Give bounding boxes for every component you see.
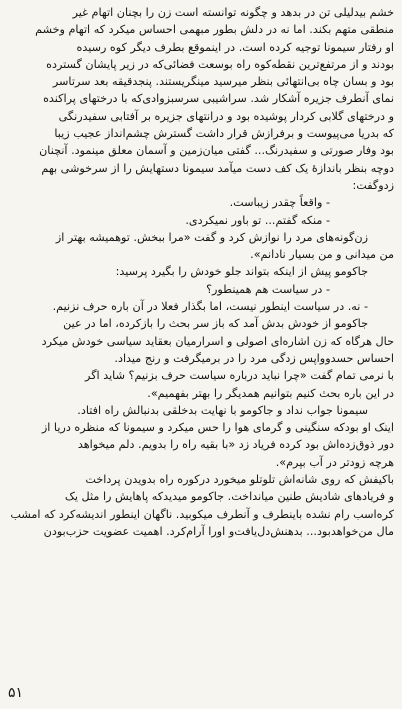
text-line: من میدانی و من بسیار نادانم». [250, 248, 394, 262]
text-line: کره‌اسب رام نشده باینطرف و آنطرف میکوبید. ناگهان اینطور اندیشه‌کرد که امشب [10, 507, 394, 521]
text-line: اینک او بودکه سنگینی و گرمای هوا را حس میکرد و سیمونا که منظره دریا از [41, 421, 394, 435]
dialogue-line: - نه. در سیاست اینطور نیست، اما بگذار فعلا در آن باره حرف نزنیم. [52, 300, 368, 314]
dialogue-line: - در سیاست هم همینطور؟ [206, 282, 330, 296]
text-line: احساس حسدوواپس زدگی مرد را در برمیگرفت و رنج میداد. [114, 351, 394, 365]
text-line: زدوگفت: [352, 178, 394, 192]
text-line: بودند و از مرتفع‌ترین نقطه‌کوه راه بوسعت فضائی‌که در زیر پایشان گسترده [46, 57, 394, 71]
text-line: و فریادهای شادیش طنین میانداخت. جاکومو میدیدکه پاهایش را مثل یک [64, 490, 394, 504]
text-line: که بدریا می‌پیوست و برفرازش قرار داشت گسترش چشم‌انداز عجیب زیبا [54, 127, 394, 141]
text-line: او رفتار سیمونا توجیه کرده است. در اینموقع بطرف دیگر کوه رسیده [76, 40, 394, 54]
text-line: جاکومو پیش از اینکه بتواند جلو خودش را بگیرد پرسید: [115, 265, 368, 279]
text-line: خشم بیدلیلی تن در بدهد و چگونه توانسته است زن را بچنان اتهام غیر [72, 6, 394, 19]
dialogue-line: - منکه گفتم... تو باور نمیکردی. [185, 213, 330, 227]
text-line: هرچه زودتر در آب بپرم». [275, 455, 394, 469]
page-number: ۵۱ [8, 685, 24, 701]
text-line: نمای آنطرف جزیره آشکار شد. سراشیبی سرسبزوادی‌که با درختهای پراکنده [43, 92, 394, 106]
text-line: با نرمی تمام گفت «چرا نباید درباره سیاست حرف بزنیم؟ شاید اگر [85, 369, 394, 383]
text-line: منطقی متهم بکند. اما نه در دلش بطور مبهمی احساس میکرد که اتهام وخشم [35, 23, 394, 37]
dialogue-line: - واقعاً چقدر زیباست. [229, 196, 330, 210]
text-line: زن‌گونه‌های مرد را نوازش کرد و گفت «مرا ببخش. توهمیشه بهتر از [55, 230, 368, 244]
text-line: جاکومو از خودش بدش آمد که باز سر بحث را بازکرده، اما در عین [63, 317, 368, 331]
text-line: بود و بسان چاه بی‌انتهائی بنظر میرسید مینگریستند. پنجدقیقه بعد سرتاسر [52, 75, 394, 89]
text-line: در این باره بحث کنیم بتوانیم همدیگر را بهتر بفهمیم». [147, 386, 394, 400]
text-line: و درختهای گلابی کردار پوشیده بود و درانتهای جزیره بر آفتابی سفیدرنگی [58, 109, 394, 123]
text-line: دوچه بنظر باندازهٔ یک کف دست میآمد سیمونا دستهایش را از سرخوشی بهم [41, 161, 394, 175]
text-line: سیمونا جواب نداد و جاکومو با نهایت بدخلقی بدنبالش راه افتاد. [77, 403, 368, 417]
text-line: باکیفش که روی شانه‌اش تلوتلو میخورد درکوره راه بدویدن پرداخت [85, 473, 394, 487]
text-line: دور ذوق‌زده‌اش بود کرده فریاد زد «با بقیه راه را بدویم. دلم میخواهد [77, 438, 394, 452]
text-line: حال هرگاه که زن اشاره‌ای اصولی و اسرارمیان بعقاید سیاسی خودش میکرد [41, 334, 394, 348]
body-text [6, 4, 394, 540]
text-line: مال من‌خواهدبود... بدهنش‌دل‌یافت‌و اورا آرام‌کرد. اهمیت عضویت حزب‌بودن [43, 524, 394, 538]
text-line: بود وفار صورتی و سفیدرنگ... گفتی میان‌زمین و آسمان معلق مینمود. آنچنان [39, 144, 394, 158]
